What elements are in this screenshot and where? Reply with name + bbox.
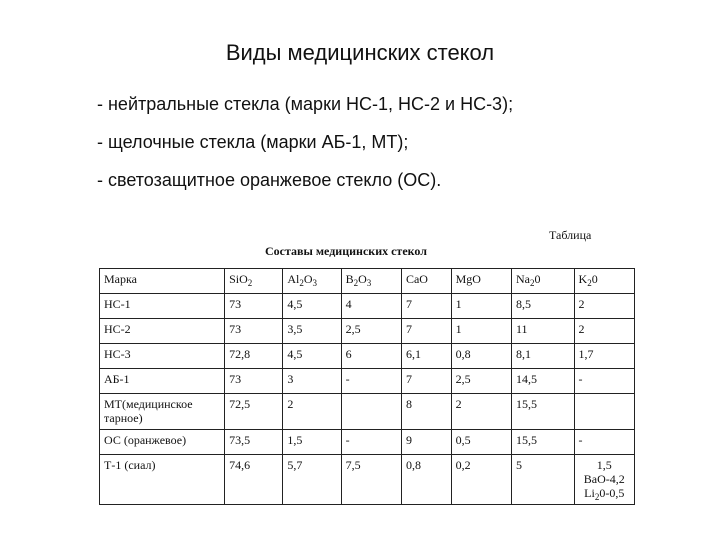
- table-cell: -: [574, 369, 634, 394]
- table-cell: 0,5: [451, 430, 511, 455]
- table-cell: 14,5: [511, 369, 574, 394]
- header-al2o3: $Al_2O_3$: [283, 269, 341, 294]
- table-cell: 0,8: [401, 455, 451, 505]
- table-cell: МТ(медицинское тарное): [100, 394, 225, 430]
- table-cell: 11: [511, 319, 574, 344]
- table-cell: 4,5: [283, 294, 341, 319]
- li2o-value: $Li_20-0,5$: [584, 486, 625, 502]
- table-cell: ОС (оранжевое): [100, 430, 225, 455]
- table-cell: АБ-1: [100, 369, 225, 394]
- table-caption: Составы медицинских стекол: [265, 244, 427, 258]
- table-cell: 4,5: [283, 344, 341, 369]
- table-cell: 73,5: [225, 430, 283, 455]
- table-cell: 3: [283, 369, 341, 394]
- table-cell: 1: [451, 294, 511, 319]
- header-sio2: SiO$_2$: [225, 269, 283, 294]
- table-cell: 3,5: [283, 319, 341, 344]
- table-row: [100, 319, 635, 344]
- table-row: [100, 455, 635, 505]
- table-cell: 2: [574, 319, 634, 344]
- table-cell: 2: [451, 394, 511, 430]
- header-mark: Марка: [100, 269, 225, 294]
- table-cell: 7: [401, 294, 451, 319]
- table-cell: 2: [283, 394, 341, 430]
- table-cell: 72,5: [225, 394, 283, 430]
- table-cell: 8: [401, 394, 451, 430]
- table-cell: 2,5: [451, 369, 511, 394]
- bullet-orange-glass: - светозащитное оранжевое стекло (ОС).: [97, 170, 442, 190]
- table-cell: 9: [401, 430, 451, 455]
- table-cell: 5: [511, 455, 574, 505]
- table-header-row: [100, 269, 635, 294]
- table-row: [100, 394, 635, 430]
- table-cell: 0,2: [451, 455, 511, 505]
- table-cell: -: [574, 430, 634, 455]
- table-row: [100, 344, 635, 369]
- table-cell: 8,5: [511, 294, 574, 319]
- table-cell: -: [341, 430, 401, 455]
- table-cell: НС-2: [100, 319, 225, 344]
- table-cell: 2: [574, 294, 634, 319]
- table-cell-multiline: [574, 455, 634, 505]
- table-cell: 8,1: [511, 344, 574, 369]
- table-cell: 72,8: [225, 344, 283, 369]
- table-cell: 5,7: [283, 455, 341, 505]
- table-cell: 6,1: [401, 344, 451, 369]
- table-cell: 7,5: [341, 455, 401, 505]
- table-cell: 15,5: [511, 394, 574, 430]
- bao-value: BaO-4,2: [583, 472, 625, 486]
- table-cell: 73: [225, 369, 283, 394]
- table-cell: 1: [451, 319, 511, 344]
- table-cell: 74,6: [225, 455, 283, 505]
- table-row: [100, 369, 635, 394]
- header-na2o: $Na_20$: [511, 269, 574, 294]
- table-cell: НС-1: [100, 294, 225, 319]
- table-cell: 6: [341, 344, 401, 369]
- table-cell: 15,5: [511, 430, 574, 455]
- k2o-value: 1,5: [596, 458, 612, 472]
- bullet-neutral-glass: - нейтральные стекла (марки НС-1, НС-2 и НС-3);: [97, 94, 514, 114]
- table-row: [100, 430, 635, 455]
- header-mgo: MgO: [451, 269, 511, 294]
- table-cell: Т-1 (сиал): [100, 455, 225, 505]
- table-cell: -: [341, 369, 401, 394]
- table-cell: 73: [225, 294, 283, 319]
- table-cell: [574, 394, 634, 430]
- table-cell: 1,5: [283, 430, 341, 455]
- table-cell: [341, 394, 401, 430]
- bullet-alkaline-glass: - щелочные стекла (марки АБ-1, МТ);: [97, 132, 409, 152]
- table-cell: 7: [401, 369, 451, 394]
- table-cell: 0,8: [451, 344, 511, 369]
- table-cell: 1,7: [574, 344, 634, 369]
- table-cell: 4: [341, 294, 401, 319]
- table-cell: 73: [225, 319, 283, 344]
- table-cell: 2,5: [341, 319, 401, 344]
- table-label: Таблица: [549, 228, 592, 242]
- header-cao: CaO: [401, 269, 451, 294]
- header-b2o3: $B_2O_3$: [341, 269, 401, 294]
- header-k2o: $K_20$: [574, 269, 634, 294]
- table-cell: НС-3: [100, 344, 225, 369]
- page-title: Виды медицинских стекол: [225, 40, 495, 65]
- table-cell: 7: [401, 319, 451, 344]
- composition-table: [99, 268, 635, 505]
- table-row: [100, 294, 635, 319]
